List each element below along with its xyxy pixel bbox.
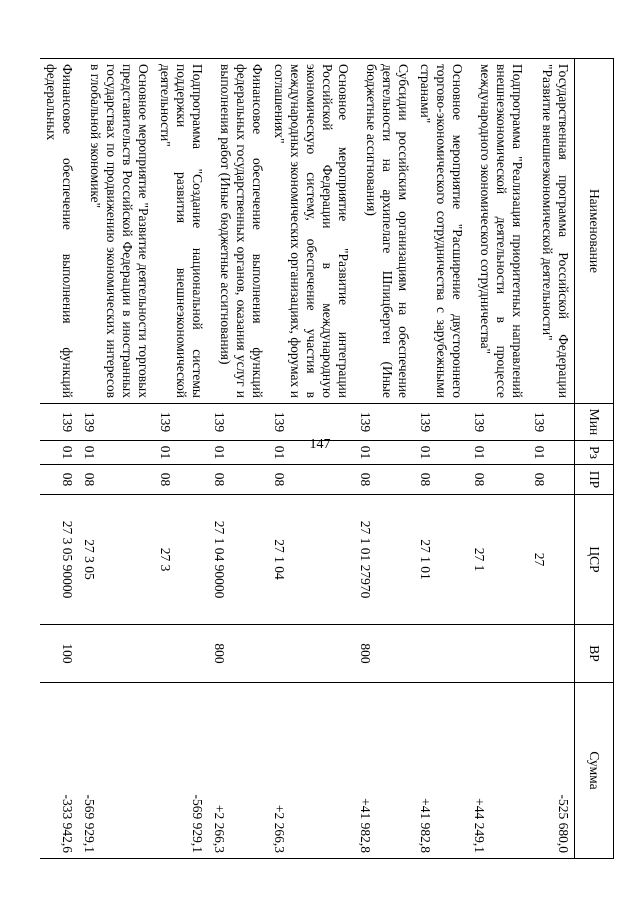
row-min: 139 xyxy=(79,404,155,441)
header-pr: ПР xyxy=(575,465,614,495)
rotated-table-container xyxy=(44,58,614,858)
row-name: Основное мероприятие "Расширение двустороннего торгово-экономического сотрудничества с зарубежными странами" xyxy=(415,59,469,404)
row-min: 139 xyxy=(155,404,209,441)
table-row xyxy=(355,59,415,859)
row-name: Основное мероприятие "Развитие интеграции Российской Федерации в международную экономическую систему, обеспечение участия в международных экономических организациях, форумах и соглашениях" xyxy=(269,59,355,404)
row-name: Основное мероприятие "Развитие деятельности торговых представительств Российской Федерации в иностранных государствах по продвижению экономических интересов в глобальной экономике" xyxy=(79,59,155,404)
row-name: Финансовое обеспечение выполнения функций федеральных xyxy=(41,59,79,404)
header-min: Мин xyxy=(575,404,614,441)
row-pr: 08 xyxy=(41,465,79,495)
row-pr: 08 xyxy=(415,465,469,495)
table-row xyxy=(41,59,79,859)
row-rz: 01 xyxy=(155,441,209,465)
header-sum: Сумма xyxy=(575,683,614,859)
table-row xyxy=(79,59,155,859)
row-name: Государственная программа Российской Федерации "Развитие внешнеэкономической деятельности" xyxy=(529,59,575,404)
row-rz: 01 xyxy=(269,441,355,465)
row-min: 139 xyxy=(209,404,269,441)
header-csr: ЦСР xyxy=(575,495,614,625)
table-row xyxy=(269,59,355,859)
row-csr: 27 3 xyxy=(155,495,209,625)
row-pr: 08 xyxy=(469,465,529,495)
row-rz: 01 xyxy=(469,441,529,465)
row-sum: -569 929,1 xyxy=(79,683,155,859)
row-min: 139 xyxy=(41,404,79,441)
header-name: Наименование xyxy=(575,59,614,404)
row-rz: 01 xyxy=(41,441,79,465)
row-sum: +2 266,3 xyxy=(269,683,355,859)
header-rz: Рз xyxy=(575,441,614,465)
row-sum: -525 680,0 xyxy=(529,683,575,859)
table-row xyxy=(155,59,209,859)
row-min: 139 xyxy=(269,404,355,441)
row-name: Подпрограмма "Создание национальной системы поддержки развития внешнеэкономической деятельности" xyxy=(155,59,209,404)
row-sum: -569 929,1 xyxy=(155,683,209,859)
row-rz: 01 xyxy=(79,441,155,465)
row-pr: 08 xyxy=(79,465,155,495)
row-csr: 27 1 04 90000 xyxy=(209,495,269,625)
row-sum: +41 982,8 xyxy=(415,683,469,859)
table-row xyxy=(529,59,575,859)
row-vr xyxy=(79,625,155,683)
row-sum: -333 942,6 xyxy=(41,683,79,859)
row-csr: 27 1 xyxy=(469,495,529,625)
row-rz: 01 xyxy=(209,441,269,465)
row-vr: 800 xyxy=(355,625,415,683)
row-sum: +2 266,3 xyxy=(209,683,269,859)
row-vr: 800 xyxy=(209,625,269,683)
row-csr: 27 1 01 27970 xyxy=(355,495,415,625)
row-min: 139 xyxy=(355,404,415,441)
row-csr: 27 3 05 xyxy=(79,495,155,625)
row-csr: 27 1 01 xyxy=(415,495,469,625)
row-pr: 08 xyxy=(209,465,269,495)
table-row xyxy=(415,59,469,859)
row-min: 139 xyxy=(529,404,575,441)
row-csr: 27 3 05 90000 xyxy=(41,495,79,625)
row-vr xyxy=(529,625,575,683)
row-vr xyxy=(415,625,469,683)
row-pr: 08 xyxy=(155,465,209,495)
row-sum: +44 249,1 xyxy=(469,683,529,859)
row-min: 139 xyxy=(415,404,469,441)
row-pr: 08 xyxy=(355,465,415,495)
row-rz: 01 xyxy=(415,441,469,465)
row-csr: 27 xyxy=(529,495,575,625)
row-vr xyxy=(269,625,355,683)
row-vr xyxy=(155,625,209,683)
table-header-row xyxy=(575,59,614,859)
row-rz: 01 xyxy=(529,441,575,465)
row-rz: 01 xyxy=(355,441,415,465)
page-number: 147 xyxy=(309,437,331,452)
table-row xyxy=(209,59,269,859)
table-row xyxy=(469,59,529,859)
budget-table xyxy=(41,58,615,859)
header-vr: ВР xyxy=(575,625,614,683)
row-min: 139 xyxy=(469,404,529,441)
row-name: Подпрограмма "Реализация приоритетных направлений внешнеэкономической деятельности в процессе международного экономического сотрудничества" xyxy=(469,59,529,404)
row-pr: 08 xyxy=(529,465,575,495)
row-csr: 27 1 04 xyxy=(269,495,355,625)
row-name: Субсидии российским организациям на обеспечение деятельности на архипелаге Шпицберген (Иные бюджетные ассигнования) xyxy=(355,59,415,404)
row-sum: +41 982,8 xyxy=(355,683,415,859)
row-vr: 100 xyxy=(41,625,79,683)
row-vr xyxy=(469,625,529,683)
row-name: Финансовое обеспечение выполнения функций федеральных государственных органов, оказания услуг и выполнения работ (Иные бюджетные ассигнования) xyxy=(209,59,269,404)
row-pr: 08 xyxy=(269,465,355,495)
